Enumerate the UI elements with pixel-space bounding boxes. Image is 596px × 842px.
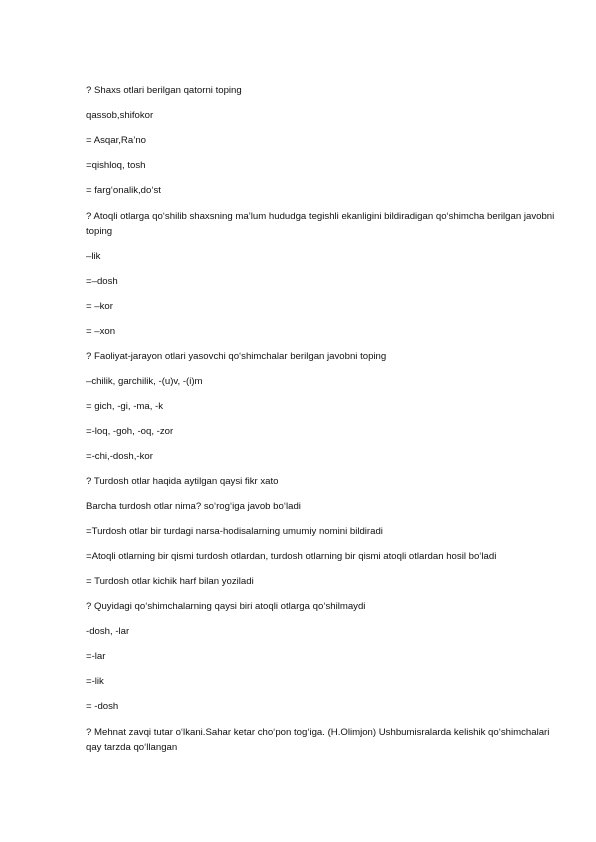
answer-option: =-chi,-dosh,-kor <box>86 451 153 462</box>
answer-option: =-lik <box>86 676 104 687</box>
answer-option: = farg‘onalik,do‘st <box>86 185 161 196</box>
answer-option: =-lar <box>86 651 106 662</box>
answer-option: = –xon <box>86 326 116 337</box>
answer-correct: Barcha turdosh otlar nima? so‘rog‘iga javob bo‘ladi <box>86 501 301 512</box>
answer-option: = -dosh <box>86 701 119 712</box>
question-4: ? Turdosh otlar haqida aytilgan qaysi fikr xato <box>86 476 279 487</box>
answer-option: =–dosh <box>86 276 118 287</box>
question-1: ? Shaxs otlari berilgan qatorni toping <box>86 85 242 96</box>
answer-option: = Asqar,Ra’no <box>86 135 147 146</box>
question-3: ? Faoliyat-jarayon otlari yasovchi qo‘shimchalar berilgan javobni toping <box>86 351 387 362</box>
answer-option: = –kor <box>86 301 113 312</box>
answer-option: =-loq, -goh, -oq, -zor <box>86 426 174 437</box>
question-2: ? Atoqli otlarga qo‘shilib shaxsning ma’lum hududga tegishli ekanligini bildiradigan qo‘shimcha berilgan javobni toping <box>86 211 555 237</box>
answer-option: =qishloq, tosh <box>86 160 146 171</box>
answer-correct: -dosh, -lar <box>86 626 130 637</box>
answer-correct: –chilik, garchilik, -(u)v, -(i)m <box>86 376 203 387</box>
question-6: ? Mehnat zavqi tutar o‘lkani.Sahar ketar cho‘pon tog‘iga. (H.Olimjon) Ushbumisralarda kelishik qo‘shimchalari qay tarzda qo‘llangan <box>86 727 550 753</box>
question-5: ? Quyidagi qo‘shimchalarning qaysi biri atoqli otlarga qo‘shilmaydi <box>86 601 366 612</box>
answer-option: = Turdosh otlar kichik harf bilan yoziladi <box>86 576 254 587</box>
answer-correct: –lik <box>86 251 101 262</box>
answer-option: =Turdosh otlar bir turdagi narsa-hodisalarning umumiy nomini bildiradi <box>86 526 383 537</box>
answer-option: = gich, -gi, -ma, -k <box>86 401 164 412</box>
answer-correct: qassob,shifokor <box>86 110 154 121</box>
answer-option: =Atoqli otlarning bir qismi turdosh otlardan, turdosh otlarning bir qismi atoqli otlardan hosil bo‘ladi <box>86 551 497 562</box>
